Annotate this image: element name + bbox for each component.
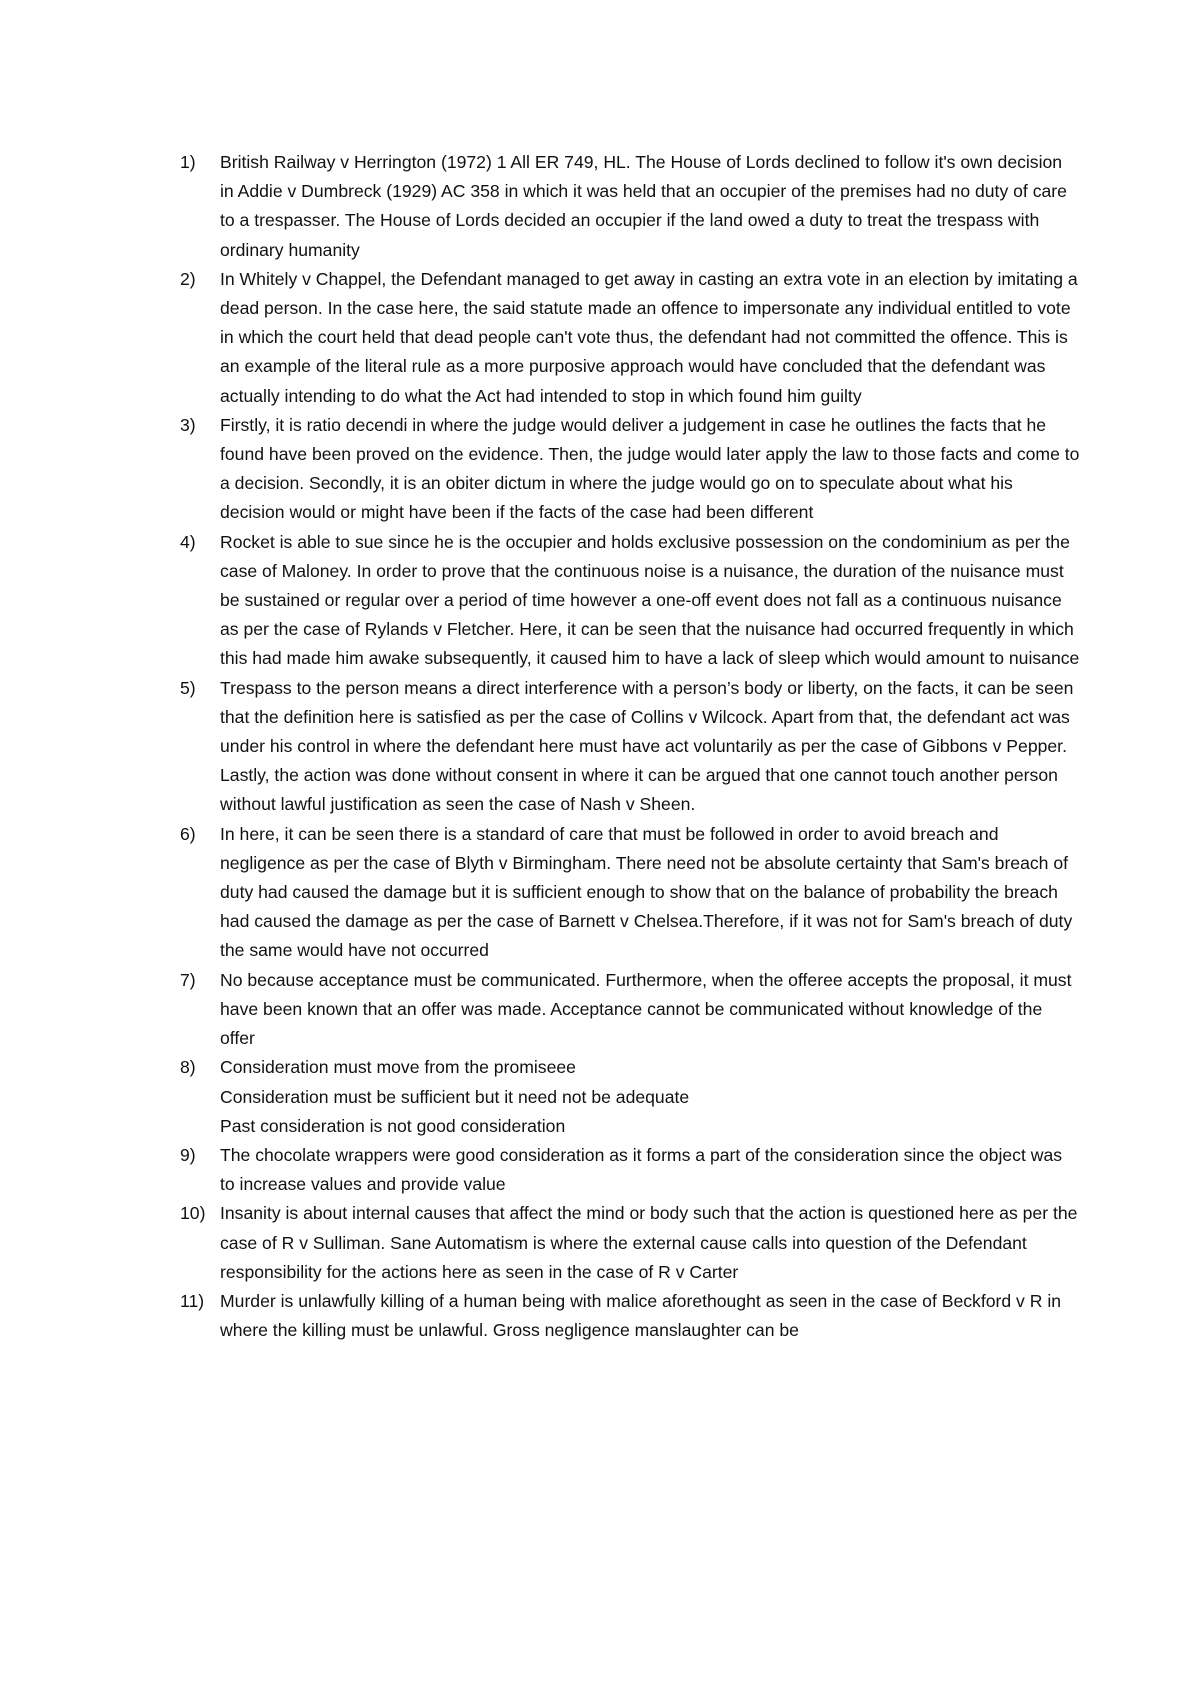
item-text: The chocolate wrappers were good consideration as it forms a part of the consideration since the object was to increase values and provide value xyxy=(220,1144,1063,1195)
item-text: In here, it can be seen there is a standard of care that must be followed in order to avoid breach and negligence as per the case of Blyth v Birmingham. There need not be absolute certainty that Sam's breach of duty had caused the damage but it is sufficient enough to show that on the balance of probability the breach had caused the damage as per the case of Barnett v Chelsea.Therefore, if it was not for Sam's breach of duty the same would have not occurred xyxy=(220,823,1073,961)
item-number: 4) xyxy=(180,531,196,552)
item-number: 6) xyxy=(180,823,196,844)
list-item xyxy=(180,674,1080,820)
answer-list xyxy=(180,148,1080,1345)
list-item xyxy=(180,265,1080,411)
list-item xyxy=(180,148,1080,265)
item-number: 2) xyxy=(180,268,196,289)
item-subline: Past consideration is not good consideration xyxy=(220,1115,566,1136)
item-number: 3) xyxy=(180,414,196,435)
item-text: Murder is unlawfully killing of a human being with malice aforethought as seen in the case of Beckford v R in where the killing must be unlawful. Gross negligence manslaughter can be xyxy=(220,1290,1062,1341)
item-subline: Consideration must move from the promiseee xyxy=(220,1057,576,1078)
item-text: Firstly, it is ratio decendi in where the judge would deliver a judgement in case he outlines the facts that he found have been proved on the evidence. Then, the judge would later apply the law to those facts and come to a decision. Secondly, it is an obiter dictum in where the judge would go on to speculate about what his decision would or might have been if the facts of the case had been different xyxy=(220,414,1080,523)
item-text-multiline xyxy=(220,1053,1080,1141)
list-item xyxy=(180,820,1080,966)
item-number: 10) xyxy=(180,1203,206,1224)
list-item xyxy=(180,1141,1080,1199)
item-text: Rocket is able to sue since he is the occupier and holds exclusive possession on the condominium as per the case of Maloney. In order to prove that the continuous noise is a nuisance, the duration of the nuisance must be sustained or regular over a period of time however a one-off event does not fall as a continuous nuisance as per the case of Rylands v Fletcher. Here, it can be seen that the nuisance had occurred frequently in which this had made him awake subsequently, it caused him to have a lack of sleep which would amount to nuisance xyxy=(220,531,1080,669)
item-text: No because acceptance must be communicated. Furthermore, when the offeree accepts the proposal, it must have been known that an offer was made. Acceptance cannot be communicated without knowledge of the offer xyxy=(220,969,1072,1049)
list-item xyxy=(180,1053,1080,1141)
item-text: Trespass to the person means a direct interference with a person’s body or liberty, on the facts, it can be seen that the definition here is satisfied as per the case of Collins v Wilcock. Apart from that, the defendant act was under his control in where the defendant here must have act voluntarily as per the case of Gibbons v Pepper. Lastly, the action was done without consent in where it can be argued that one cannot touch another person without lawful justification as seen the case of Nash v Sheen. xyxy=(220,677,1074,815)
list-item xyxy=(180,966,1080,1054)
item-number: 5) xyxy=(180,677,196,698)
item-text: British Railway v Herrington (1972) 1 All ER 749, HL. The House of Lords declined to follow it's own decision in Addie v Dumbreck (1929) AC 358 in which it was held that an occupier of the premises had no duty of care to a trespasser. The House of Lords decided an occupier if the land owed a duty to treat the trespass with ordinary humanity xyxy=(220,152,1067,260)
item-text: Insanity is about internal causes that affect the mind or body such that the action is questioned here as per the case of R v Sulliman. Sane Automatism is where the external cause calls into question of the Defendant responsibility for the actions here as seen in the case of R v Carter xyxy=(220,1203,1078,1282)
item-number: 1) xyxy=(180,152,196,172)
item-number: 11) xyxy=(180,1290,205,1311)
item-subline: Consideration must be sufficient but it need not be adequate xyxy=(220,1086,690,1107)
list-item xyxy=(180,1287,1080,1345)
item-number: 9) xyxy=(180,1144,196,1165)
item-number: 8) xyxy=(180,1057,196,1078)
item-number: 7) xyxy=(180,969,196,990)
list-item xyxy=(180,528,1080,674)
list-item xyxy=(180,1199,1080,1287)
item-text: In Whitely v Chappel, the Defendant managed to get away in casting an extra vote in an election by imitating a dead person. In the case here, the said statute made an offence to impersonate any individual entitled to vote in which the court held that dead people can't vote thus, the defendant had not committed the offence. This is an example of the literal rule as a more purposive approach would have concluded that the defendant was actually intending to do what the Act had intended to stop in which found him guilty xyxy=(220,268,1078,406)
list-item xyxy=(180,411,1080,528)
